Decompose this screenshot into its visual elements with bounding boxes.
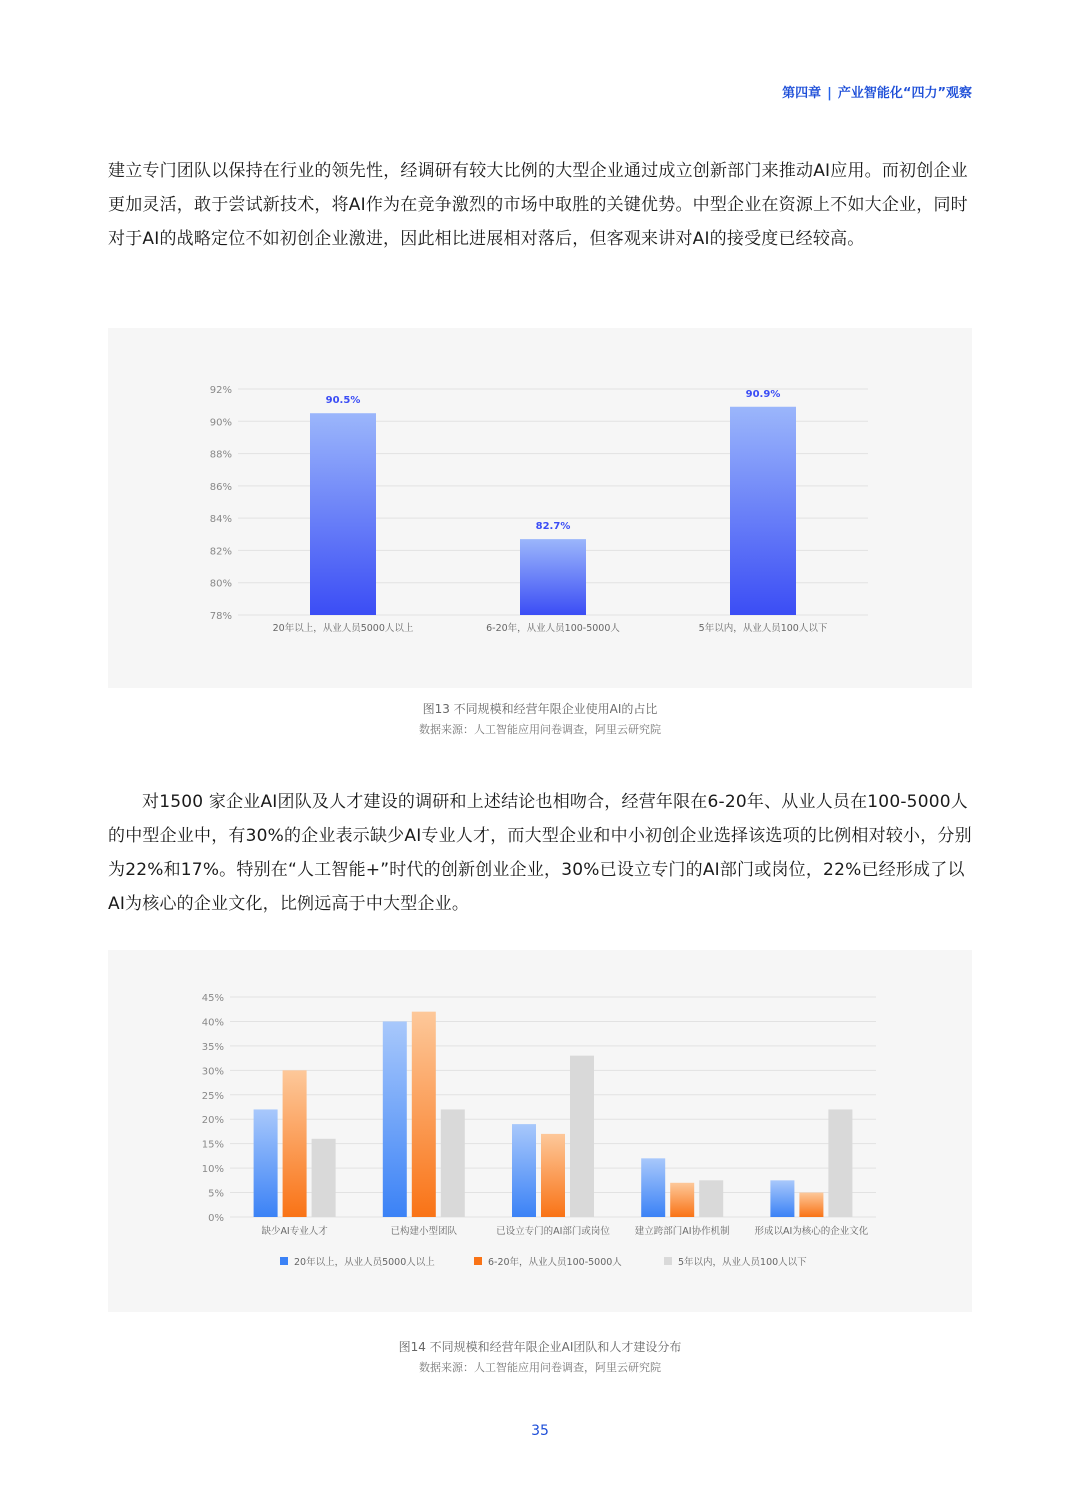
bar [828, 1109, 852, 1217]
bar [541, 1134, 565, 1217]
legend-label: 20年以上，从业人员5000人以上 [294, 1257, 435, 1268]
bar [730, 407, 796, 615]
x-category-label: 6-20年，从业人员100-5000人 [486, 623, 620, 634]
bar [770, 1180, 794, 1217]
legend-swatch [280, 1257, 288, 1265]
bar [310, 413, 376, 615]
data-label: 90.9% [745, 388, 781, 400]
y-tick-label: 10% [201, 1164, 224, 1176]
legend-swatch [664, 1257, 672, 1265]
bar [383, 1021, 407, 1217]
bar [412, 1012, 436, 1217]
bar [520, 539, 586, 615]
y-tick-label: 20% [201, 1115, 224, 1127]
figure-13-caption [0, 700, 1080, 737]
chart-13-panel [108, 328, 972, 688]
y-tick-label: 5% [208, 1188, 224, 1200]
running-header [782, 82, 972, 101]
y-tick-label: 92% [209, 385, 232, 396]
x-category-label: 缺少AI专业人才 [261, 1226, 328, 1237]
y-tick-label: 35% [201, 1041, 224, 1053]
x-category-label: 形成以AI为核心的企业文化 [754, 1226, 869, 1237]
bar [512, 1124, 536, 1217]
bar [570, 1056, 594, 1217]
bar [254, 1109, 278, 1217]
x-category-label: 建立跨部门AI协作机制 [634, 1226, 730, 1237]
legend-label: 6-20年，从业人员100-5000人 [488, 1257, 622, 1268]
header-separator: | [827, 86, 832, 101]
data-label: 82.7% [535, 521, 571, 533]
figure-13-title: 图13 不同规模和经营年限企业使用AI的占比 [422, 702, 658, 716]
bar [441, 1109, 465, 1217]
y-tick-label: 82% [209, 546, 232, 558]
figure-14-caption [0, 1338, 1080, 1375]
figure-13-source: 数据来源：人工智能应用问卷调查，阿里云研究院 [419, 723, 661, 736]
bar [312, 1139, 336, 1217]
data-label: 90.5% [325, 395, 361, 407]
chart-14-panel [108, 950, 972, 1312]
y-tick-label: 86% [209, 481, 232, 493]
figure-14-source: 数据来源：人工智能应用问卷调查，阿里云研究院 [419, 1361, 661, 1374]
x-category-label: 5年以内，从业人员100人以下 [698, 623, 828, 634]
x-category-label: 已构建小型团队 [390, 1226, 458, 1237]
y-tick-label: 90% [209, 417, 232, 429]
chart-13 [108, 328, 972, 688]
chapter-title: 产业智能化“四力”观察 [837, 86, 972, 101]
legend-label: 5年以内，从业人员100人以下 [678, 1257, 807, 1268]
y-tick-label: 88% [209, 449, 232, 461]
paragraph-2-text: 对1500 家企业AI团队及人才建设的调研和上述结论也相吻合，经营年限在6-20年、从业人员在100-5000人的中型企业中，有30%的企业表示缺少AI专业人才，而大型企业和中小初创企业选择该选项的比例相对较小，分别为22%和17%。特别在“人工智能+”时代的创新创业企业，30%已设立专门的AI部门或岗位，22%已经形成了以AI为核心的企业文化，比例远高于中大型企业。 [108, 792, 972, 914]
chapter-label: 第四章 [782, 86, 822, 101]
y-tick-label: 45% [201, 993, 224, 1004]
bar [641, 1158, 665, 1217]
y-tick-label: 78% [209, 611, 232, 622]
y-tick-label: 25% [201, 1090, 224, 1102]
figure-14-title: 图14 不同规模和经营年限企业AI团队和人才建设分布 [398, 1340, 682, 1354]
y-tick-label: 0% [208, 1213, 224, 1224]
chart-14 [108, 950, 972, 1312]
paragraph-1 [108, 154, 972, 256]
y-tick-label: 30% [201, 1066, 224, 1078]
y-tick-label: 84% [209, 514, 232, 526]
legend-swatch [474, 1257, 482, 1265]
bar [799, 1193, 823, 1217]
x-category-label: 已设立专门的AI部门或岗位 [496, 1226, 610, 1237]
y-tick-label: 15% [201, 1139, 224, 1151]
paragraph-1-text: 建立专门团队以保持在行业的领先性，经调研有较大比例的大型企业通过成立创新部门来推动AI应用。而初创企业更加灵活，敢于尝试新技术，将AI作为在竞争激烈的市场中取胜的关键优势。中型企业在资源上不如大企业，同时对于AI的战略定位不如初创企业激进，因此相比进展相对落后，但客观来讲对AI的接受度已经较高。 [108, 161, 968, 249]
page-number: 35 [531, 1423, 549, 1439]
x-category-label: 20年以上，从业人员5000人以上 [272, 623, 414, 634]
y-tick-label: 80% [209, 578, 232, 590]
bar [670, 1183, 694, 1217]
y-tick-label: 40% [201, 1017, 224, 1029]
paragraph-2 [108, 785, 972, 921]
bar [283, 1070, 307, 1217]
bar [699, 1180, 723, 1217]
